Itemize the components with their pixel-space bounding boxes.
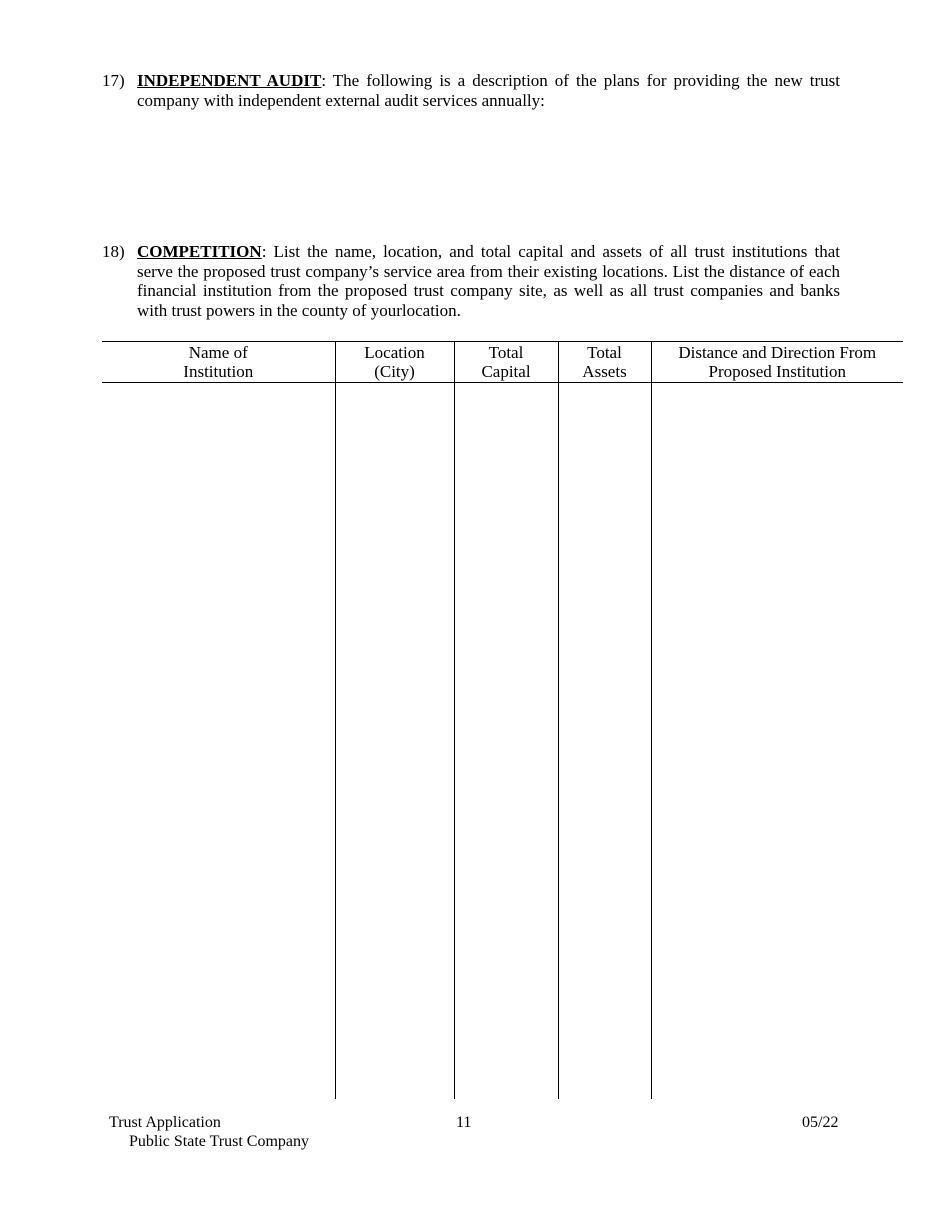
header-location: Location (City) bbox=[335, 342, 454, 383]
header-total-assets: Total Assets bbox=[558, 342, 651, 383]
footer-left bbox=[109, 1113, 309, 1151]
section-17-independent-audit bbox=[102, 71, 840, 110]
header-total-capital: Total Capital bbox=[454, 342, 558, 383]
page-number: 11 bbox=[456, 1114, 472, 1131]
cell-total-capital[interactable] bbox=[454, 383, 558, 1100]
section-number: 17) bbox=[102, 71, 125, 90]
section-text: : List the name, location, and total capital and assets of all trust institutions that serve the proposed trust company’s service area from their existing locations. List the distance of each financial institution from the proposed trust company site, as well as all trust companies and banks with trust powers in the county of yourlocation. bbox=[137, 242, 840, 320]
section-number: 18) bbox=[102, 242, 125, 261]
section-heading: COMPETITION bbox=[137, 242, 262, 261]
competition-table bbox=[102, 341, 903, 1099]
section-body bbox=[137, 71, 840, 110]
header-name-of-institution: Name of Institution bbox=[102, 342, 335, 383]
table-row bbox=[102, 383, 903, 1100]
footer-title: Trust Application bbox=[109, 1114, 221, 1131]
cell-total-assets[interactable] bbox=[558, 383, 651, 1100]
footer-subtitle: Public State Trust Company bbox=[129, 1133, 310, 1150]
cell-distance-direction[interactable] bbox=[651, 383, 903, 1100]
footer-date: 05/22 bbox=[802, 1114, 839, 1131]
header-distance-direction: Distance and Direction From Proposed Institution bbox=[651, 342, 903, 383]
section-18-competition bbox=[102, 242, 840, 320]
cell-name[interactable] bbox=[102, 383, 335, 1100]
table-header-row bbox=[102, 342, 903, 383]
section-text: : The following is a description of the plans for providing the new trust company with independent external audit services annually: bbox=[137, 71, 841, 110]
cell-location[interactable] bbox=[335, 383, 454, 1100]
section-body bbox=[137, 242, 840, 320]
section-heading: INDEPENDENT AUDIT bbox=[137, 71, 322, 90]
